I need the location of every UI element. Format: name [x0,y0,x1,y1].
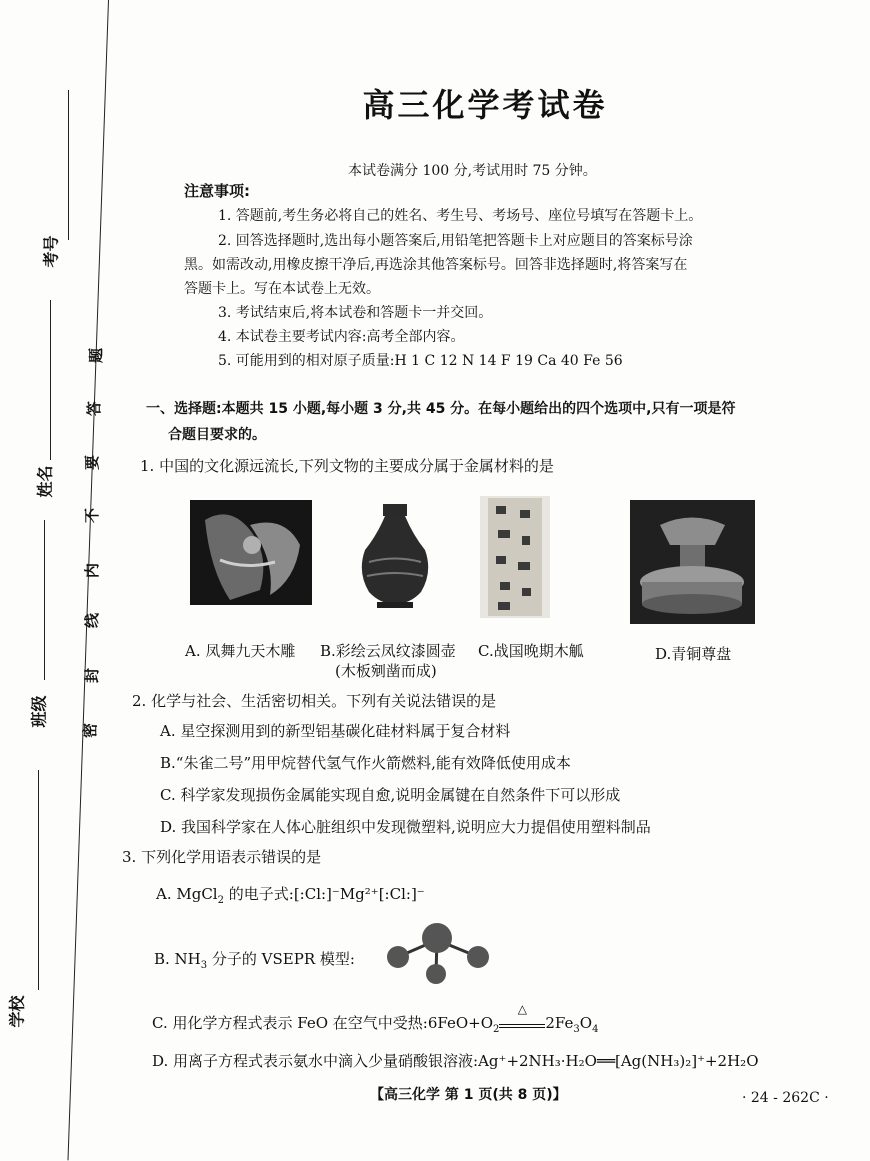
q3-option-b [154,948,355,971]
vsepr-model-diagram [380,918,495,986]
note-item-5: 5. 可能用到的相对原子质量:H 1 C 12 N 14 F 19 Ca 40 Fe 56 [218,353,623,369]
note-item-1: 1. 答题前,考生务必将自己的姓名、考生号、考场号、座位号填写在答题卡上。 [218,208,703,224]
q1-option-c: C.战国晚期木觚 [478,642,584,660]
q3-c-eq-o: O [579,1014,593,1032]
q3-c-eq-sub2: 3 [573,1024,580,1035]
note-item-2-line-3: 答题卡上。写在本试卷上无效。 [184,281,380,297]
wooden-gu-image [480,496,550,618]
q1-option-b: B.彩绘云凤纹漆圆壶 [320,642,456,660]
outer-atom [467,946,489,968]
q3-option-a [156,883,425,906]
seal-char: 不 [83,507,102,524]
class-label: 班级 [29,695,49,728]
q3-c-eq-right: 2Fe [545,1014,574,1032]
q3-option-d [152,1050,759,1071]
q3-d-text: D. 用离子方程式表示氨水中滴入少量硝酸银溶液: [152,1052,479,1070]
question-2-stem: 2. 化学与社会、生活密切相关。下列有关说法错误的是 [132,692,497,710]
seal-char: 要 [83,454,102,471]
seal-char: 密 [81,722,100,739]
wooden-gu-picture [480,496,550,618]
page-footer: 【高三化学 第 1 页(共 8 页)】 [370,1087,567,1103]
section-heading-line-1: 一、选择题:本题共 15 小题,每小题 3 分,共 45 分。在每小题给出的四个选项中,只有一项是符 [146,401,736,417]
q3-a-text: 的电子式: [223,885,294,903]
equation-arrow [499,1002,545,1028]
seal-char: 答 [85,400,104,417]
heat-condition: △ [517,1002,527,1016]
q2-option-c: C. 科学家发现损伤金属能实现自愈,说明金属键在自然条件下可以形成 [160,786,621,804]
wood-carving-picture [190,500,312,605]
student-id-label: 考号 [41,235,61,268]
bronze-zunpan-picture [630,500,755,624]
q3-a-prefix: A. MgCl [156,885,218,903]
q3-b-text: 分子的 VSEPR 模型: [207,950,355,968]
lacquer-pot-picture [355,500,435,610]
q3-c-text: C. 用化学方程式表示 FeO 在空气中受热: [152,1014,428,1032]
q3-c-eq-sub1: 2 [493,1024,500,1035]
notes-heading: 注意事项: [184,182,250,200]
q3-a-formula: [:Cl:]⁻Mg²⁺[:Cl:]⁻ [293,885,425,903]
central-atom [422,923,452,953]
q3-b-subscript: 3 [200,960,208,971]
q3-d-equation: Ag⁺+2NH₃·H₂O══[Ag(NH₃)₂]⁺+2H₂O [478,1052,759,1070]
seal-char: 内 [83,562,102,579]
q3-a-subscript: 2 [217,895,224,906]
name-field-line [50,300,51,460]
outer-atom [387,946,409,968]
seal-char: 题 [87,347,106,364]
exam-code: · 24 - 262C · [742,1090,829,1106]
outer-atom [426,964,446,984]
q3-c-eq-sub3: 4 [592,1024,599,1035]
q2-option-b: B.“朱雀二号”用甲烷替代氢气作火箭燃料,能有效降低使用成本 [160,754,571,772]
q2-option-d: D. 我国科学家在人体心脏组织中发现微塑料,说明应大力提倡使用塑料制品 [160,818,651,836]
exam-info: 本试卷满分 100 分,考试用时 75 分钟。 [348,163,597,179]
note-item-2-line-1: 2. 回答选择题时,选出每小题答案后,用铅笔把答题卡上对应题目的答案标号涂 [218,233,693,249]
q1-option-b-note: (木板剜凿而成) [335,662,437,680]
question-1-stem: 1. 中国的文化源远流长,下列文物的主要成分属于金属材料的是 [140,457,554,475]
section-heading-line-2: 合题目要求的。 [168,427,266,443]
q2-option-a: A. 星空探测用到的新型铝基碳化硅材料属于复合材料 [160,722,511,740]
q3-c-eq-left: 6FeO+O [427,1014,494,1032]
binding-line [67,0,109,1160]
q3-option-c [152,1002,599,1035]
note-item-2-line-2: 黑。如需改动,用橡皮擦干净后,再选涂其他答案标号。回答非选择题时,将答案写在 [184,257,688,273]
q1-option-a: A. 凤舞九天木雕 [185,642,296,660]
note-item-4: 4. 本试卷主要考试内容:高考全部内容。 [218,329,465,345]
seal-char: 线 [83,612,102,629]
bronze-zunpan-image [630,500,755,624]
question-3-stem: 3. 下列化学用语表示错误的是 [122,848,322,866]
q1-option-d: D.青铜尊盘 [655,645,732,663]
name-label: 姓名 [35,465,55,498]
class-field-line [44,520,45,680]
school-field-line [38,770,39,990]
q3-b-prefix: B. NH [154,950,201,968]
page-title: 高三化学考试卷 [362,86,608,124]
note-item-3: 3. 考试结束后,将本试卷和答题卡一并交回。 [218,305,493,321]
school-label: 学校 [7,995,27,1028]
lacquer-pot-image [355,500,435,610]
seal-char: 封 [83,667,102,684]
wood-carving-image [190,500,312,605]
